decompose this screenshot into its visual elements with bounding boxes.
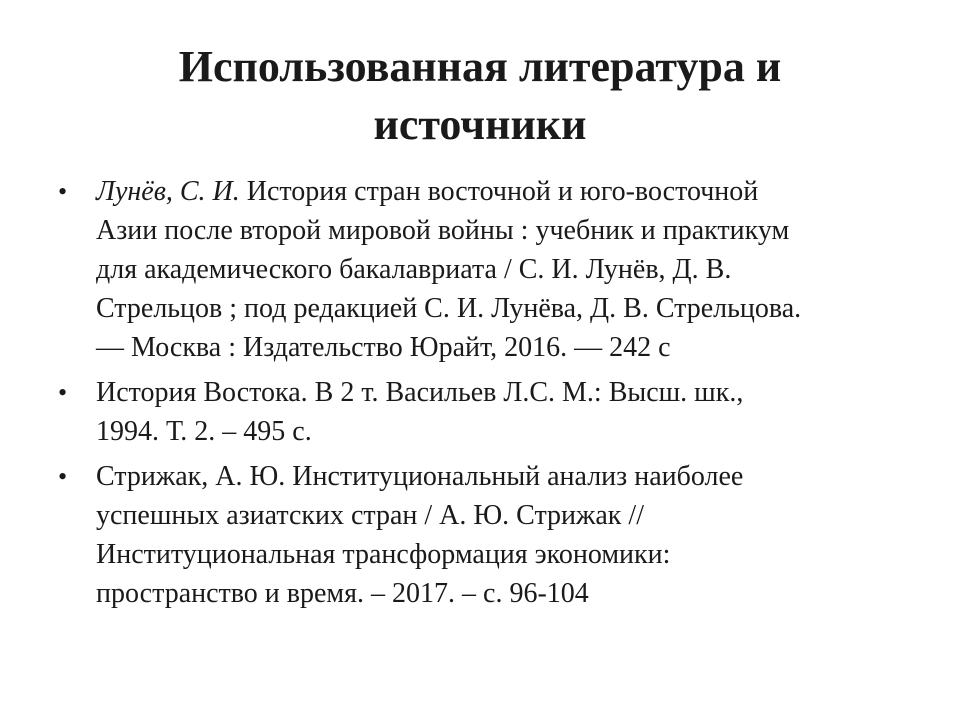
reference-item-2 [58,373,918,451]
reference-line: Стрельцов ; под редакцией С. И. Лунёва, Д. В. Стрельцова. [96,293,802,324]
title-line-1: Использованная литература и [178,42,782,91]
reference-line: 1994. Т. 2. – 495 с. [96,416,312,447]
references-list [58,172,918,619]
title-line-2: источники [373,100,587,149]
bullet-icon: • [58,378,68,407]
reference-line: для академического бакалавриата / С. И. Лунёв, Д. В. [96,254,732,285]
reference-text: История стран восточной и юго-восточной [239,176,759,207]
reference-line: — Москва : Издательство Юрайт, 2016. — 242 с [96,332,671,363]
reference-author: Лунёв, С. И. [96,176,240,207]
reference-line: Азии после второй мировой войны : учебник и практикум [96,215,790,246]
reference-line: пространство и время. – 2017. – с. 96-104 [96,578,589,609]
reference-line [96,172,918,211]
reference-line: Институциональная трансформация экономики: [96,539,671,570]
bullet-icon: • [58,177,68,206]
bullet-icon: • [58,462,68,491]
slide-title [96,38,864,154]
reference-item-1 [58,172,918,367]
reference-item-3 [58,457,918,613]
reference-line: Стрижак, А. Ю. Институциональный анализ наиболее [96,461,744,492]
reference-line: История Востока. В 2 т. Васильев Л.С. М.: Высш. шк., [96,377,744,408]
reference-line: успешных азиатских стран / А. Ю. Стрижак // [96,500,644,531]
